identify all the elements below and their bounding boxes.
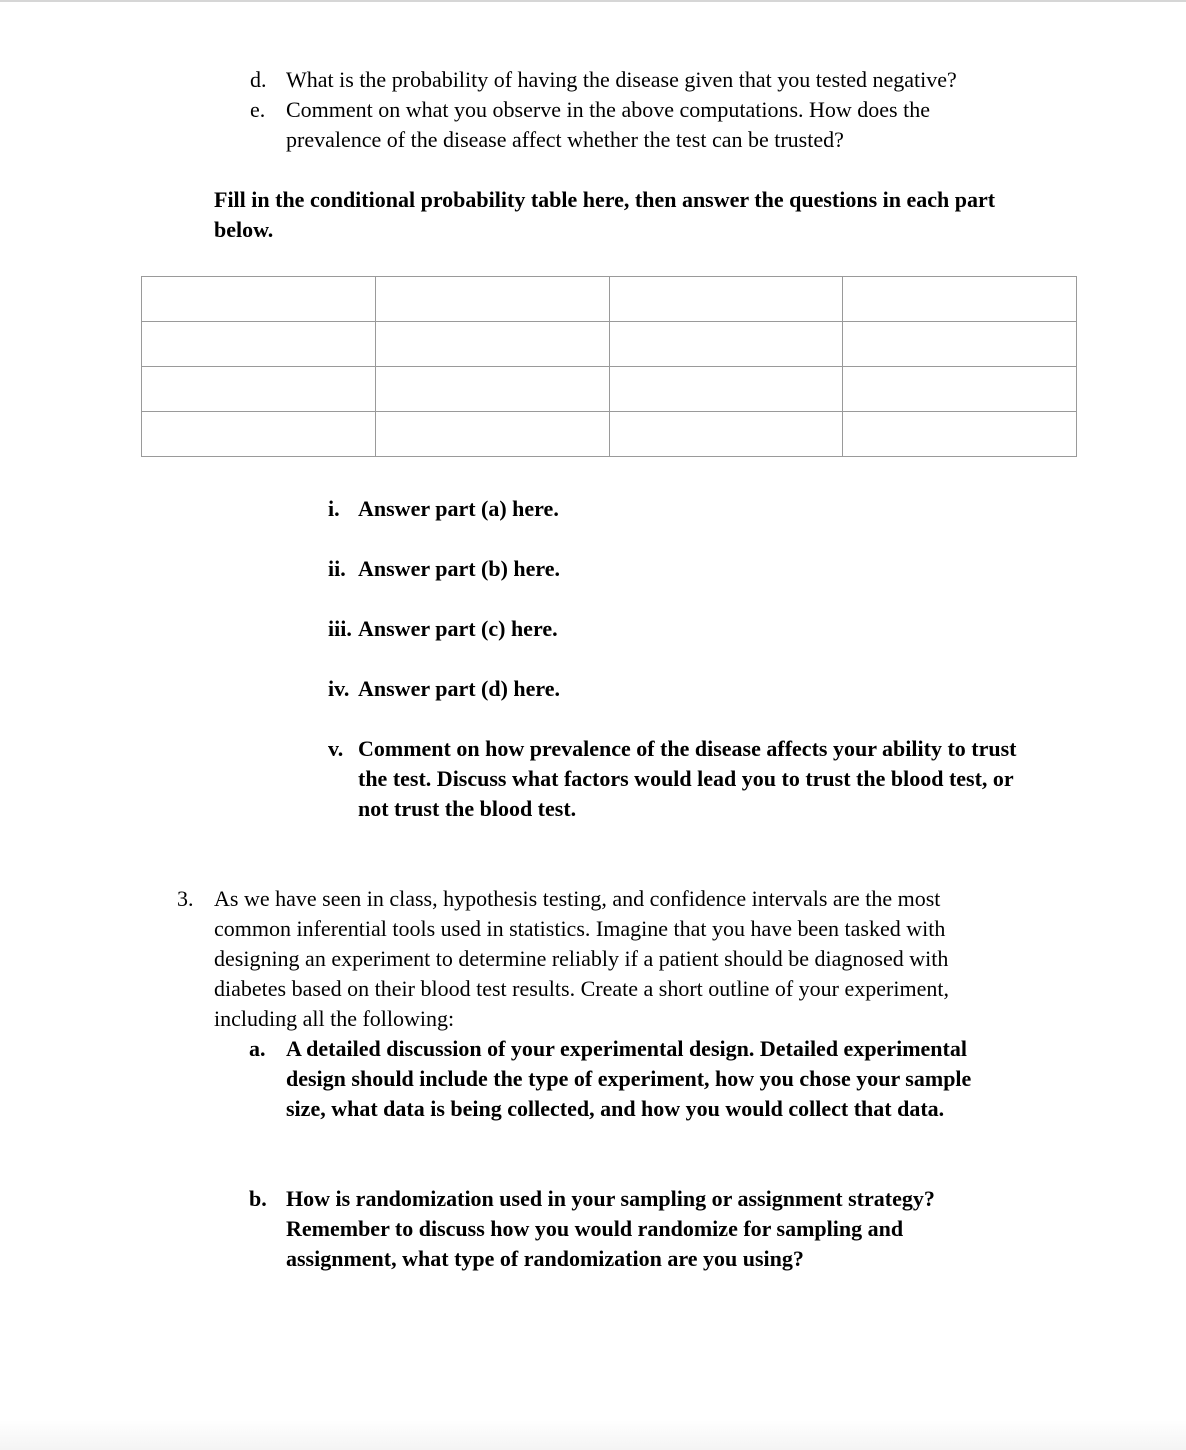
table-cell[interactable] <box>843 367 1077 412</box>
table-row <box>142 367 1077 412</box>
question-3b-line-1: How is randomization used in your sampling or assignment strategy? <box>286 1186 935 1211</box>
answer-iii-marker: iii. <box>328 616 352 641</box>
table-row <box>142 277 1077 322</box>
table-cell[interactable] <box>609 277 843 322</box>
table-cell[interactable] <box>375 367 609 412</box>
answer-iv-marker: iv. <box>328 676 350 701</box>
part-e-line-2: prevalence of the disease affect whether the test can be trusted? <box>286 127 844 152</box>
table-cell[interactable] <box>843 277 1077 322</box>
table-cell[interactable] <box>142 277 376 322</box>
table-cell[interactable] <box>142 322 376 367</box>
question-3-line-3: designing an experiment to determine reliably if a patient should be diagnosed with <box>214 946 949 971</box>
question-3a-marker: a. <box>249 1036 266 1061</box>
answer-v-marker: v. <box>328 736 344 761</box>
table-row <box>142 322 1077 367</box>
table-cell[interactable] <box>609 322 843 367</box>
answer-v-line-1: Comment on how prevalence of the disease affects your ability to trust <box>358 736 1017 761</box>
question-3b-line-2: Remember to discuss how you would randomize for sampling and <box>286 1216 904 1241</box>
answer-iv-text: Answer part (d) here. <box>358 676 561 701</box>
question-3-line-1: As we have seen in class, hypothesis testing, and confidence intervals are the most <box>214 886 941 911</box>
conditional-probability-table <box>141 276 1077 457</box>
table-cell[interactable] <box>142 367 376 412</box>
page-bottom-shade <box>0 1420 1186 1450</box>
table-cell[interactable] <box>609 367 843 412</box>
question-3a-line-1: A detailed discussion of your experimental design. Detailed experimental <box>286 1036 967 1061</box>
table-cell[interactable] <box>375 277 609 322</box>
table-cell[interactable] <box>375 322 609 367</box>
part-e-line-1: Comment on what you observe in the above computations. How does the <box>286 97 930 122</box>
question-3b-line-3: assignment, what type of randomization are you using? <box>286 1246 804 1271</box>
question-3a-line-3: size, what data is being collected, and how you would collect that data. <box>286 1096 945 1121</box>
instruction-line-1: Fill in the conditional probability table here, then answer the questions in each part <box>214 187 996 212</box>
answer-i-marker: i. <box>328 496 340 521</box>
question-3-line-5: including all the following: <box>214 1006 455 1031</box>
question-3b-marker: b. <box>249 1186 267 1211</box>
question-3-line-2: common inferential tools used in statistics. Imagine that you have been tasked with <box>214 916 946 941</box>
answer-iii-text: Answer part (c) here. <box>358 616 558 641</box>
table-cell[interactable] <box>843 322 1077 367</box>
answer-v-line-3: not trust the blood test. <box>358 796 577 821</box>
question-3-marker: 3. <box>177 886 194 911</box>
question-3-line-4: diabetes based on their blood test results. Create a short outline of your experiment, <box>214 976 949 1001</box>
instruction-line-2: below. <box>214 217 274 242</box>
table-row <box>142 412 1077 457</box>
table-cell[interactable] <box>142 412 376 457</box>
table-cell[interactable] <box>375 412 609 457</box>
part-d-marker: d. <box>250 67 267 92</box>
part-e-marker: e. <box>250 97 266 122</box>
page-top-border <box>0 0 1186 2</box>
answer-ii-marker: ii. <box>328 556 346 581</box>
table-cell[interactable] <box>609 412 843 457</box>
answer-v-line-2: the test. Discuss what factors would lead you to trust the blood test, or <box>358 766 1014 791</box>
part-d-text: What is the probability of having the disease given that you tested negative? <box>286 67 957 92</box>
answer-i-text: Answer part (a) here. <box>358 496 559 521</box>
answer-ii-text: Answer part (b) here. <box>358 556 561 581</box>
table-cell[interactable] <box>843 412 1077 457</box>
question-3a-line-2: design should include the type of experiment, how you chose your sample <box>286 1066 972 1091</box>
